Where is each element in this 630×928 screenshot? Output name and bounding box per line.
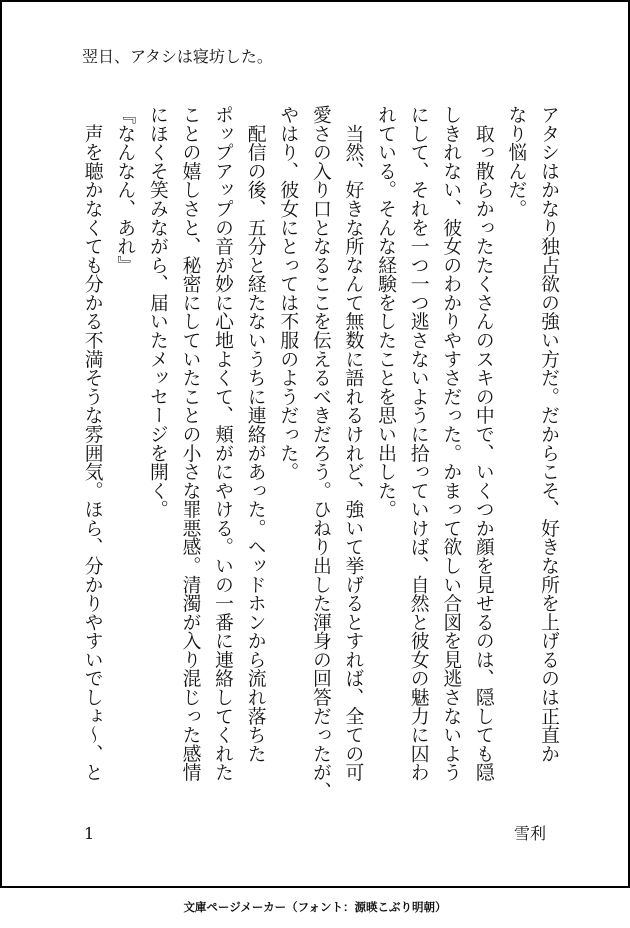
text-line: 『なんなん、あれ』 xyxy=(114,105,136,275)
text-line: ことの嬉しさと、秘密にしていたことの小さな罪悪感。清濁が入り混じった感情 xyxy=(179,105,201,782)
text-line: 取っ散らかったたくさんのスキの中で、いくつか顔を見せるのは、隠しても隠 xyxy=(472,105,494,782)
text-line: ポップアップの音が妙に心地よくて、頬がにやける。いの一番に連絡してくれた xyxy=(212,105,234,782)
text-line: 配信の後、五分と経たないうちに連絡があった。ヘッドホンから流れ落ちた xyxy=(244,105,266,763)
text-line: 当然、好きな所なんて無数に語れるけれど、強いて挙げるとすれば、全ての可 xyxy=(342,105,364,782)
text-line: にほくそ笑みながら、届いたメッセージを開く。 xyxy=(146,105,168,519)
generator-caption: 文庫ページメーカー（フォント：源暎こぶり明朝） xyxy=(183,900,447,914)
text-line: れている。そんな経験をしたことを思い出した。 xyxy=(375,105,397,519)
text-line: アタシはかなり独占欲の強い方だ。だからこそ、好きな所を上げるのは正直か xyxy=(538,105,559,763)
text-line: 愛さの入り口となるここを伝えるべきだろう。ひねり出した渾身の回答だったが、 xyxy=(309,105,331,801)
vertical-body-text xyxy=(74,105,564,805)
author-name: 雪利 xyxy=(514,824,547,843)
text-line: 声を聴かなくても分かる不満そうな雰囲気。ほら、分かりやすいでしょ〜、と xyxy=(81,105,103,782)
text-line: しきれない、彼女のわかりやすさだった。かまって欲しい合図を見逃さないよう xyxy=(440,105,462,782)
page-heading: 翌日、アタシは寝坊した。 xyxy=(82,47,273,66)
page-number: 1 xyxy=(84,824,95,843)
text-line: なり悩んだ。 xyxy=(505,105,527,218)
text-line: にして、それを一つ一つ逃さないように拾っていけば、自然と彼女の魅力に囚わ xyxy=(407,105,429,782)
text-line: やはり、彼女にとっては不服のようだった。 xyxy=(277,105,299,481)
